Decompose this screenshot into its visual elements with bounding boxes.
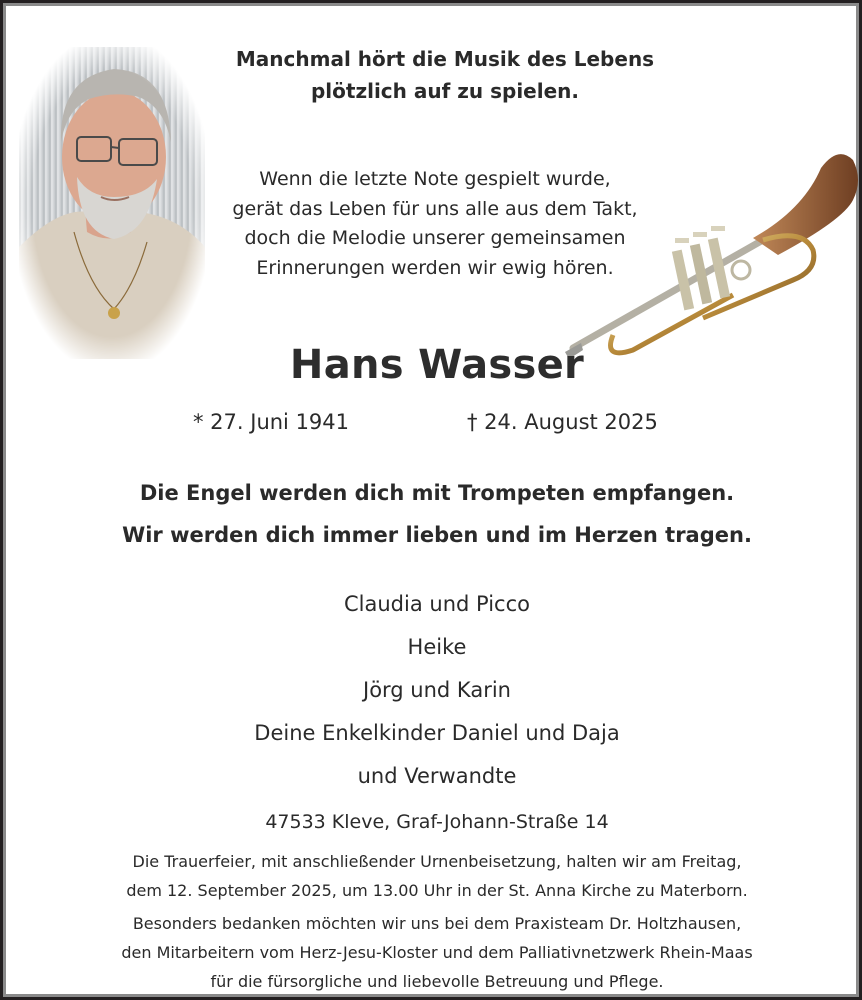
obituary-page	[15, 15, 847, 991]
family-address: 47533 Kleve, Graf-Johann-Straße 14	[265, 811, 609, 833]
poem-line: Wenn die letzte Note gespielt wurde,	[259, 168, 611, 190]
farewell-line: Die Engel werden dich mit Trompeten empfangen.	[139, 481, 735, 505]
thanks-line: für die fürsorgliche und liebevolle Betreuung und Pflege.	[210, 972, 664, 991]
deceased-name: Hans Wasser	[289, 342, 585, 388]
thanks-line: den Mitarbeitern vom Herz-Jesu-Kloster und dem Palliativnetzwerk Rhein-Maas	[121, 943, 753, 962]
mourner: Deine Enkelkinder Daniel und Daja	[254, 721, 620, 745]
poem-line: doch die Melodie unserer gemeinsamen	[244, 227, 626, 249]
poem-line: gerät das Leben für uns alle aus dem Takt,	[232, 197, 638, 220]
death-date: † 24. August 2025	[467, 410, 658, 434]
mourner: Claudia und Picco	[344, 592, 530, 616]
mourner: Jörg und Karin	[363, 678, 511, 702]
service-line: Die Trauerfeier, mit anschließender Urnenbeisetzung, halten wir am Freitag,	[132, 852, 742, 871]
thanks-line: Besonders bedanken möchten wir uns bei dem Praxisteam Dr. Holtzhausen,	[132, 914, 742, 933]
poem	[195, 165, 675, 283]
farewell-message	[15, 472, 859, 556]
farewell-line: Wir werden dich immer lieben und im Herzen tragen.	[122, 523, 752, 547]
motto-line: plötzlich auf zu spielen.	[310, 79, 580, 103]
mourners-list	[15, 583, 859, 798]
inner-border	[3, 3, 859, 997]
portrait-photo	[19, 47, 205, 359]
birth-date: * 27. Juni 1941	[193, 410, 350, 434]
poem-line: Erinnerungen werden wir ewig hören.	[256, 256, 614, 279]
mourner: und Verwandte	[357, 764, 517, 788]
motto-quote	[195, 43, 695, 107]
service-info	[15, 847, 859, 905]
motto-line: Manchmal hört die Musik des Lebens	[235, 47, 655, 71]
mourner: Heike	[407, 635, 467, 659]
service-line: dem 12. September 2025, um 13.00 Uhr in der St. Anna Kirche zu Materborn.	[126, 881, 748, 900]
acknowledgements	[15, 909, 859, 996]
